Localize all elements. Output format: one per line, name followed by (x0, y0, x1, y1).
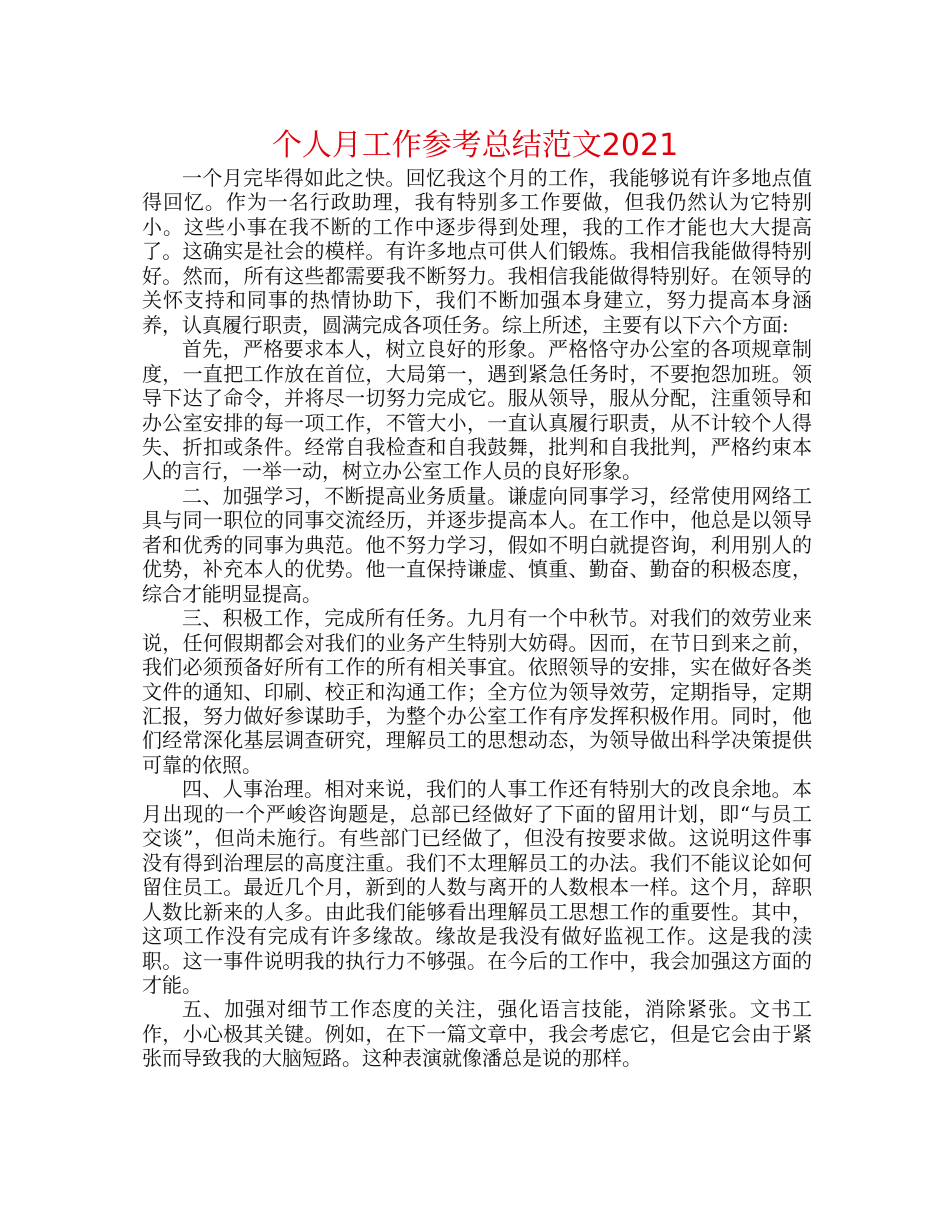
body-paragraph: 四、人事治理。相对来说，我们的人事工作还有特别大的改良余地。本月出现的一个严峻咨询题是，总部已经做好了下面的留用计划，即“与员工交谈”，但尚未施行。有些部门已经做了，但没有按要求做。这说明这件事没有得到治理层的高度注重。我们不太理解员工的办法。我们不能议论如何留住员工。最近几个月，新到的人数与离开的人数根本一样。这个月，辞职人数比新来的人多。由此我们能够看出理解员工思想工作的重要性。其中，这项工作没有完成有许多缘故。缘故是我没有做好监视工作。这是我的渎职。这一事件说明我的执行力不够强。在今后的工作中，我会加强这方面的才能。 (142, 777, 812, 997)
document-body (142, 166, 812, 1071)
body-paragraph: 二、加强学习，不断提高业务质量。谦虚向同事学习，经常使用网络工具与同一职位的同事交流经历，并逐步提高本人。在工作中，他总是以领导者和优秀的同事为典范。他不努力学习，假如不明白就提咨询，利用别人的优势，补充本人的优势。他一直保持谦虚、慎重、勤奋、勤奋的积极态度，综合才能明显提高。 (142, 483, 812, 606)
body-paragraph: 一个月完毕得如此之快。回忆我这个月的工作，我能够说有许多地点值得回忆。作为一名行政助理，我有特别多工作要做，但我仍然认为它特别小。这些小事在我不断的工作中逐步得到处理，我的工作才能也大大提高了。这确实是社会的模样。有许多地点可供人们锻炼。我相信我能做得特别好。然而，所有这些都需要我不断努力。我相信我能做得特别好。在领导的关怀支持和同事的热情协助下，我们不断加强本身建立，努力提高本身涵养，认真履行职责，圆满完成各项任务。综上所述，主要有以下六个方面: (142, 166, 812, 337)
body-paragraph: 五、加强对细节工作态度的关注，强化语言技能，消除紧张。文书工作，小心极其关键。例如，在下一篇文章中，我会考虑它，但是它会由于紧张而导致我的大脑短路。这种表演就像潘总是说的那样。 (142, 997, 812, 1071)
body-paragraph: 三、积极工作，完成所有任务。九月有一个中秋节。对我们的效劳业来说，任何假期都会对我们的业务产生特别大妨碍。因而，在节日到来之前，我们必须预备好所有工作的所有相关事宜。依照领导的安排，实在做好各类文件的通知、印刷、校正和沟通工作；全方位为领导效劳，定期指导，定期汇报，努力做好参谋助手，为整个办公室工作有序发挥积极作用。同时，他们经常深化基层调查研究，理解员工的思想动态，为领导做出科学决策提供可靠的依照。 (142, 606, 812, 777)
document-title: 个人月工作参考总结范文2021 (271, 128, 679, 163)
body-paragraph: 首先，严格要求本人，树立良好的形象。严格恪守办公室的各项规章制度，一直把工作放在首位，大局第一，遇到紧急任务时，不要抱怨加班。领导下达了命令，并将尽一切努力完成它。服从领导，服从分配，注重领导和办公室安排的每一项工作，不管大小，一直认真履行职责，从不计较个人得失、折扣或条件。经常自我检查和自我鼓舞，批判和自我批判，严格约束本人的言行，一举一动，树立办公室工作人员的良好形象。 (142, 337, 812, 484)
